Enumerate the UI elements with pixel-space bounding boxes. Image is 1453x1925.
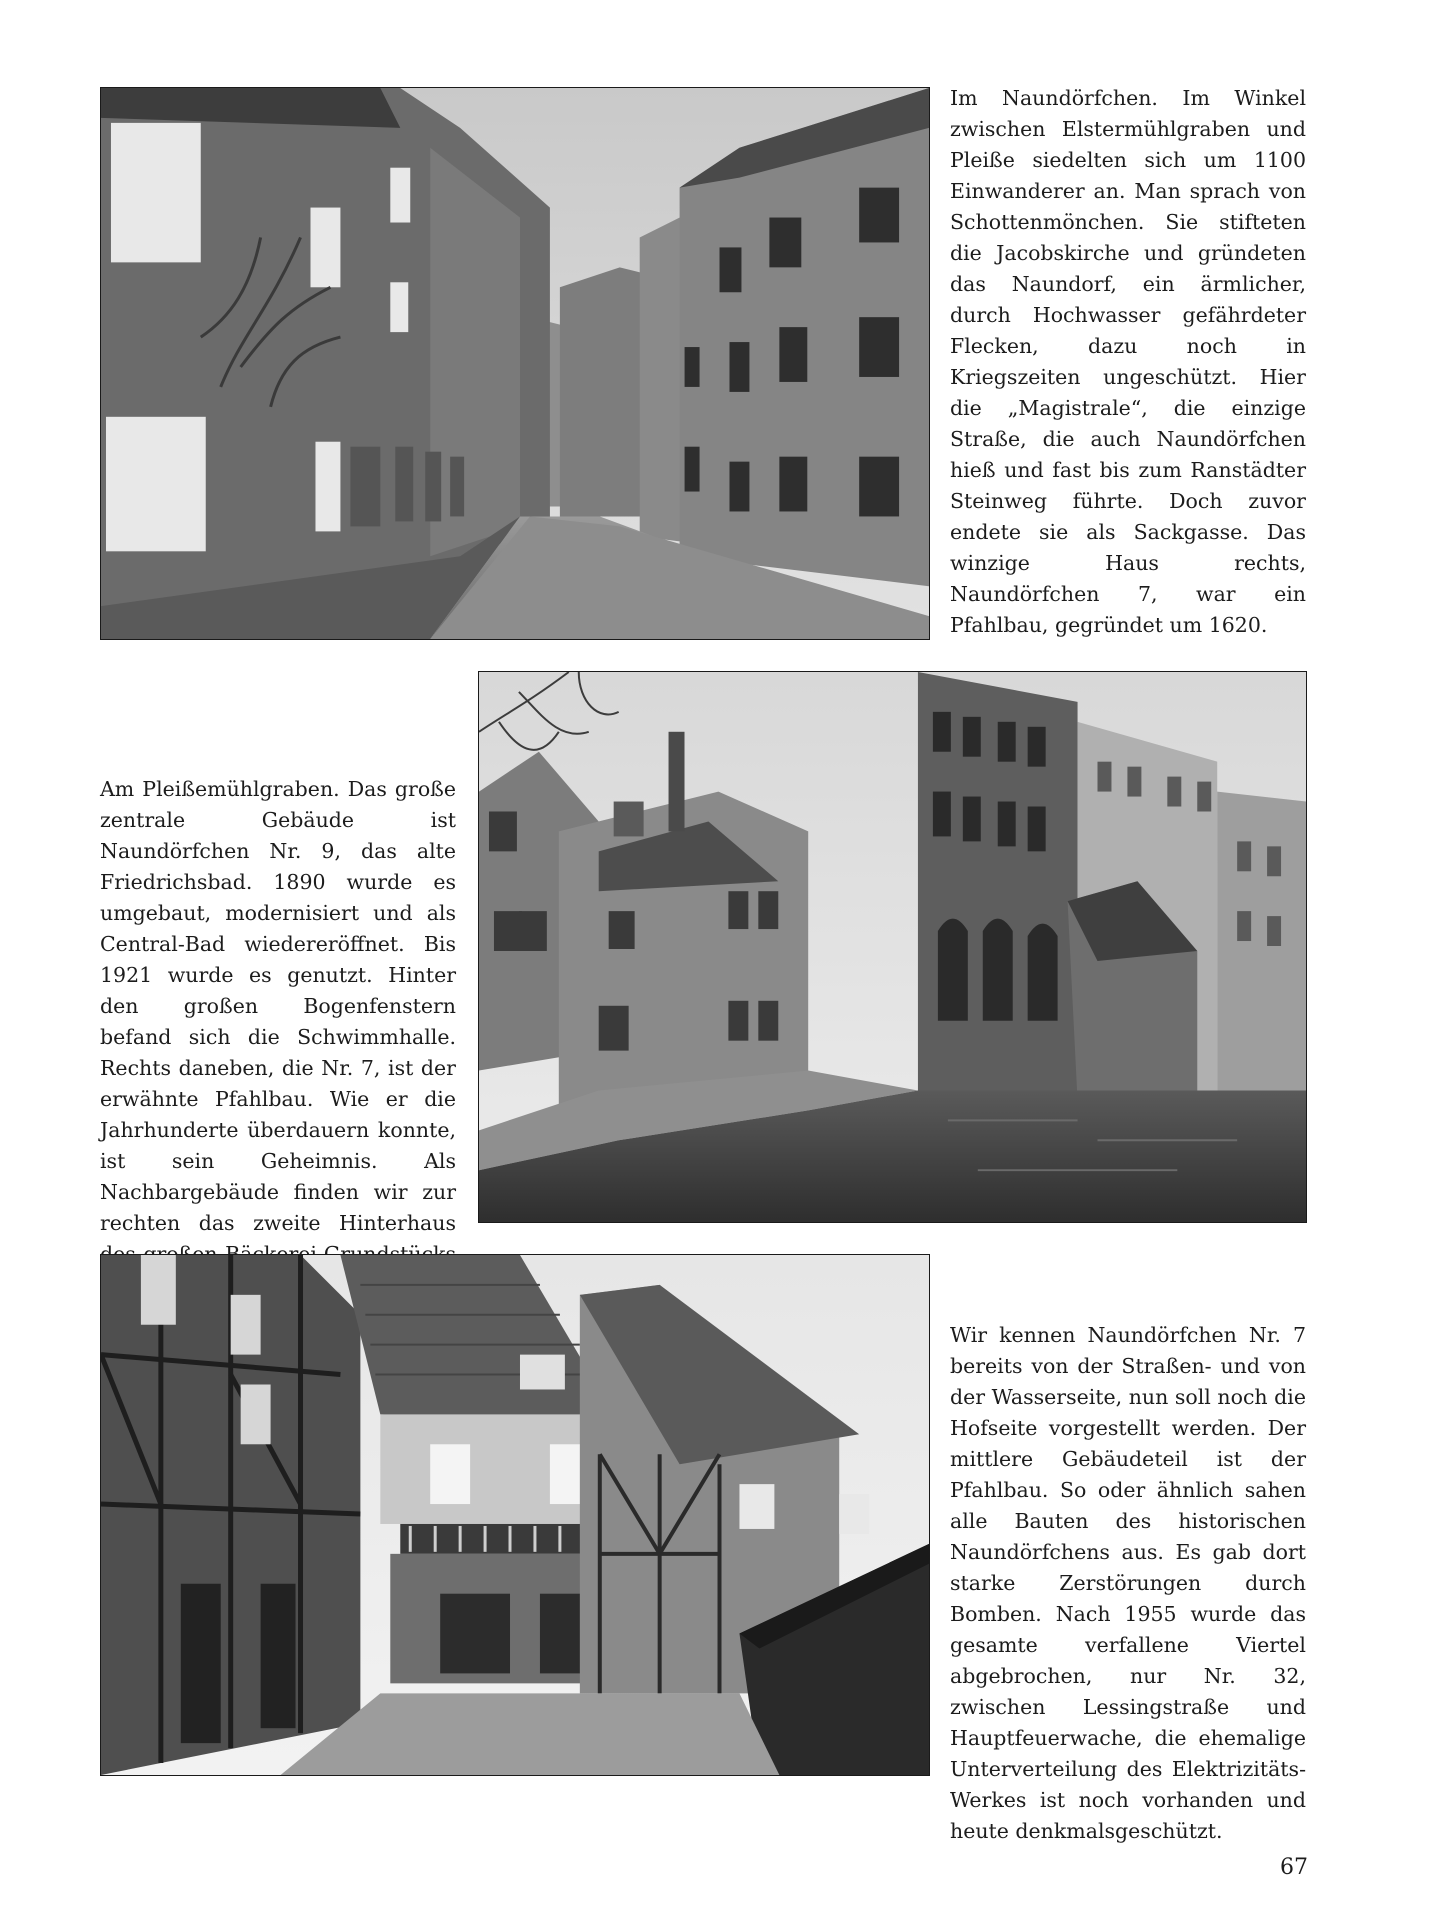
page-number: 67 <box>1280 1855 1308 1880</box>
courtyard-photo-drawing <box>101 1255 929 1775</box>
street-photo-caption: Im Naundörfchen. Im Winkel zwischen Elstermühlgraben und Pleiße siedelten sich um 1100 Einwanderer an. Man sprach von Schottenmönchen. Sie stifteten die Jacobskirche und gründeten das Naundorf, ein ärmlicher, durch Hochwasser gefährdeter Flecken, dazu noch in Kriegszeiten ungeschützt. Hier die „Magistrale“, die einzige Straße, die auch Naundörfchen hieß und fast bis zum Ranstädter Steinweg führte. Doch zuvor endete sie als Sackgasse. Das winzige Haus rechts, Naundörfchen 7, war ein Pfahlbau, gegründet um 1620. <box>950 86 1306 637</box>
waterside-photo <box>478 671 1307 1223</box>
waterside-photo-caption: Am Pleißemühlgraben. Das große zentrale Gebäude ist Naundörfchen Nr. 9, das alte Friedrichsbad. 1890 wurde es umgebaut, modernisiert und als Central-Bad wiedereröffnet. Bis 1921 wurde es genutzt. Hinter den großen Bogenfenstern befand sich die Schwimmhalle. Rechts daneben, die Nr. 7, ist der erwähnte Pfahlbau. Wie er die Jahrhunderte überdauern konnte, ist sein Geheimnis. Als Nachbargebäude finden wir zur rechten das zweite Hinterhaus <box>100 777 456 1235</box>
courtyard-photo <box>100 1254 930 1776</box>
street-photo-drawing <box>101 88 929 639</box>
courtyard-photo-caption: Wir kennen Naundörfchen Nr. 7 bereits von der Straßen- und von der Wasserseite, nun soll noch die Hofseite vorgestellt werden. Der mittlere Gebäudeteil ist der Pfahlbau. So oder ähnlich sahen alle Bauten des historischen Naundörfchens aus. Es gab dort starke Zerstörungen durch Bomben. Nach 1955 wurde das gesamte verfallene Viertel abgebrochen, nur Nr. 32, zwischen Lessingstraße und Hauptfeuerwache, die ehemalige Unterverteilung des Elektrizitäts-Werkes ist noch vorhanden und heute denkmalsgeschützt. <box>950 1323 1306 1843</box>
street-photo <box>100 87 930 640</box>
waterside-photo-drawing <box>479 672 1306 1222</box>
